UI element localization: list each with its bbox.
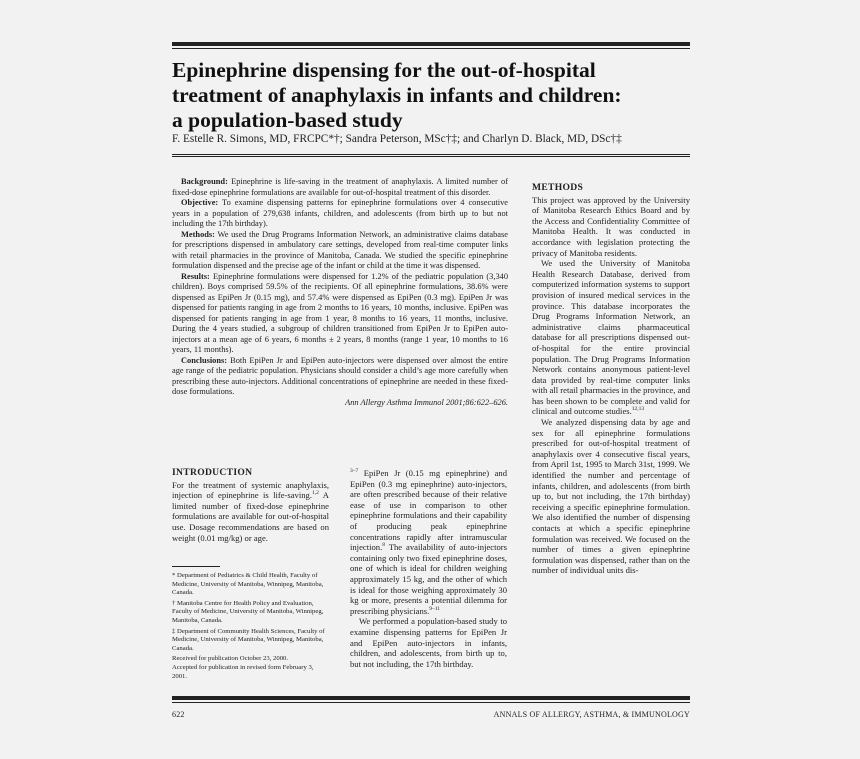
article-page: [172, 40, 690, 730]
article-title: [172, 58, 690, 133]
abstract-background: Epinephrine is life-saving in the treatment of anaphylaxis. A limited number of fixed-dose epinephrine formulations are available for out-of-hospital treatment of this disorder.: [172, 177, 508, 197]
top-rule: [172, 42, 690, 46]
methods-column: [532, 177, 690, 576]
abstract-results: Epinephrine formulations were dispensed for 1.2% of the pediatric population (3,340 children). Boys comprised 59.5% of the recipients. Of all epinephrine formulations, 38.6% were dispensed as EpiPen Jr (0.15 mg), and 57.4% were dispensed as EpiPen (0.3 mg). EpiPen Jr was dispensed for patients ranging in age from 2 months to 16 years, 10 months, inclusive. EpiPen was dispensed for patients ranging in age from 1 year, 8 months to 16 years, 11 months, inclusive. During the 4 years studied, a subgroup of children transitioned from EpiPen Jr to EpiPen auto-injectors at a mean age of 6 years, 6 months ± 2 years, 8 months (range 1 year, 10 months to 16 years, 11 months).: [172, 271, 509, 354]
accepted-note: Accepted for publication in revised form February 3, 2001.: [172, 663, 314, 680]
methods-paragraph-2: We used the University of Manitoba Health Research Database, derived from computerized information systems to support provision of insured medical services in the province. This database incorporates the Drug Programs Information Network, an administrative claims pharmaceutical database for all prescriptions dispensed out-of-hospital for the entire provincial population. The Drug Programs Information Network contains anonymous patient-level data provided by real-time computer links with all retail pharmacies in the province, and has been shown to be complete and valid for clinical and outcome studies.$^{12,13}$: [532, 258, 690, 417]
journal-name: ANNALS OF ALLERGY, ASTHMA, & IMMUNOLOGY: [493, 710, 690, 719]
methods-heading: METHODS: [532, 182, 584, 193]
abstract-objective: To examine dispensing patterns for epinephrine formulations over 4 consecutive years in a population of 279,638 infants, children, and adolescents (from birth up to but not including the 17th birthday).: [172, 198, 508, 228]
title-line: Epinephrine dispensing for the out-of-hospital: [172, 58, 596, 82]
intro-paragraph-cont: $^{3-7}$ EpiPen Jr (0.15 mg epinephrine) and EpiPen (0.3 mg epinephrine) auto-injectors, are often prescribed because of their relative ease of use in comparison to other epinephrine formulations and their capability of producing peak epinephrine concentrations rapidly after intramuscular injection.$^8$ The availability of auto-injectors containing only two fixed epinephrine doses, one of which is ideal for children weighing approximately 15 kg, and the other of which is ideal for those weighing approximately 30 kg or more, presents a potential dilemma for prescribing physicians.$^{9-11}$: [350, 468, 507, 616]
abstract-label: Background:: [181, 177, 228, 186]
page-number: 622: [172, 710, 185, 719]
title-line: treatment of anaphylaxis in infants and children:: [172, 83, 622, 107]
author-rule: [172, 154, 690, 155]
intro-paragraph: For the treatment of systemic anaphylaxis, injection of epinephrine is life-saving.$^{1,2}$ A limited number of fixed-dose epinephrine formulations are available for out-of-hospital use. Dosage recommendations are based on weight (0.01 mg/kg) or age.: [172, 479, 329, 543]
abstract-label: Objective:: [181, 198, 219, 207]
abstract-label: Methods:: [181, 229, 215, 239]
footnotes: [172, 572, 329, 683]
abstract-methods: We used the Drug Programs Information Network, an administrative claims database for prescriptions dispensed in ambulatory care settings, developed from real-time computer links with retail pharmacies in the province of Manitoba, Canada. We studied the specific epinephrine formulation dispensed and the precise age of the infant or child at the time it was dispensed.: [172, 229, 508, 270]
received-note: Received for publication October 23, 2000.: [172, 655, 289, 663]
intro-heading: INTRODUCTION: [172, 467, 253, 478]
affiliation-footnote: † Manitoba Centre for Health Policy and Evaluation, Faculty of Medicine, University of Manitoba, Winnipeg, Manitoba, Canada.: [172, 599, 324, 624]
author-rule-2: [172, 156, 690, 157]
methods-paragraph-1: This project was approved by the University of Manitoba Research Ethics Board and by the Access and Confidentiality Committee of Manitoba Health. It was conducted in accordance with legislation protecting the privacy of Manitoba residents.: [532, 194, 690, 258]
intro-paragraph-2: We performed a population-based study to examine dispensing patterns for EpiPen Jr and EpiPen auto-injectors in infants, children, and adolescents, from birth up to, but not including, the 17th birthday.: [350, 616, 507, 669]
abstract-conclusions: Both EpiPen Jr and EpiPen auto-injectors were dispensed over almost the entire age range of the pediatric population. Physicians should consider a child’s age more carefully when prescribing these auto-injectors. Additional concentrations of epinephrine are needed in these fixed-dose formulations.: [172, 355, 509, 396]
affiliation-footnote: ‡ Department of Community Health Sciences, Faculty of Medicine, University of Manitoba, Winnipeg, Manitoba, Canada.: [172, 627, 325, 652]
top-rule-thin: [172, 48, 690, 49]
intro-column-2: [350, 468, 507, 669]
methods-paragraph-3: We analyzed dispensing data by age and sex for all epinephrine formulations prescribed for out-of-hospital treatment of anaphylaxis over 4 consecutive fiscal years, from April 1st, 1995 to March 31st, 1999. We identified the number and percentage of infants, children, and adolescents (from birth up to, but not including, the 17th birthday) receiving a specific epinephrine formulation. We also identified the number of dispensing contacts at which a specific epinephrine formulation was received. We focused on the number of times a given epinephrine formulation was dispensed, rather than on the number of individual units dis-: [532, 417, 690, 576]
title-line: a population-based study: [172, 108, 403, 132]
author-line: F. Estelle R. Simons, MD, FRCPC*†; Sandra Peterson, MSc†‡; and Charlyn D. Black, MD, DSc†‡: [172, 133, 622, 145]
abstract-citation: Ann Allergy Asthma Immunol 2001;86:622–626.: [345, 397, 508, 407]
abstract: [172, 177, 508, 408]
abstract-label: Results:: [181, 271, 210, 281]
footnote-rule: [172, 566, 220, 567]
bottom-rule: [172, 696, 690, 700]
bottom-rule-thin: [172, 702, 690, 703]
affiliation-footnote: * Department of Pediatrics & Child Health, Faculty of Medicine, University of Manitoba, Winnipeg, Manitoba, Canada.: [172, 572, 324, 597]
abstract-label: Conclusions:: [181, 355, 228, 365]
intro-column-1: [172, 468, 329, 543]
